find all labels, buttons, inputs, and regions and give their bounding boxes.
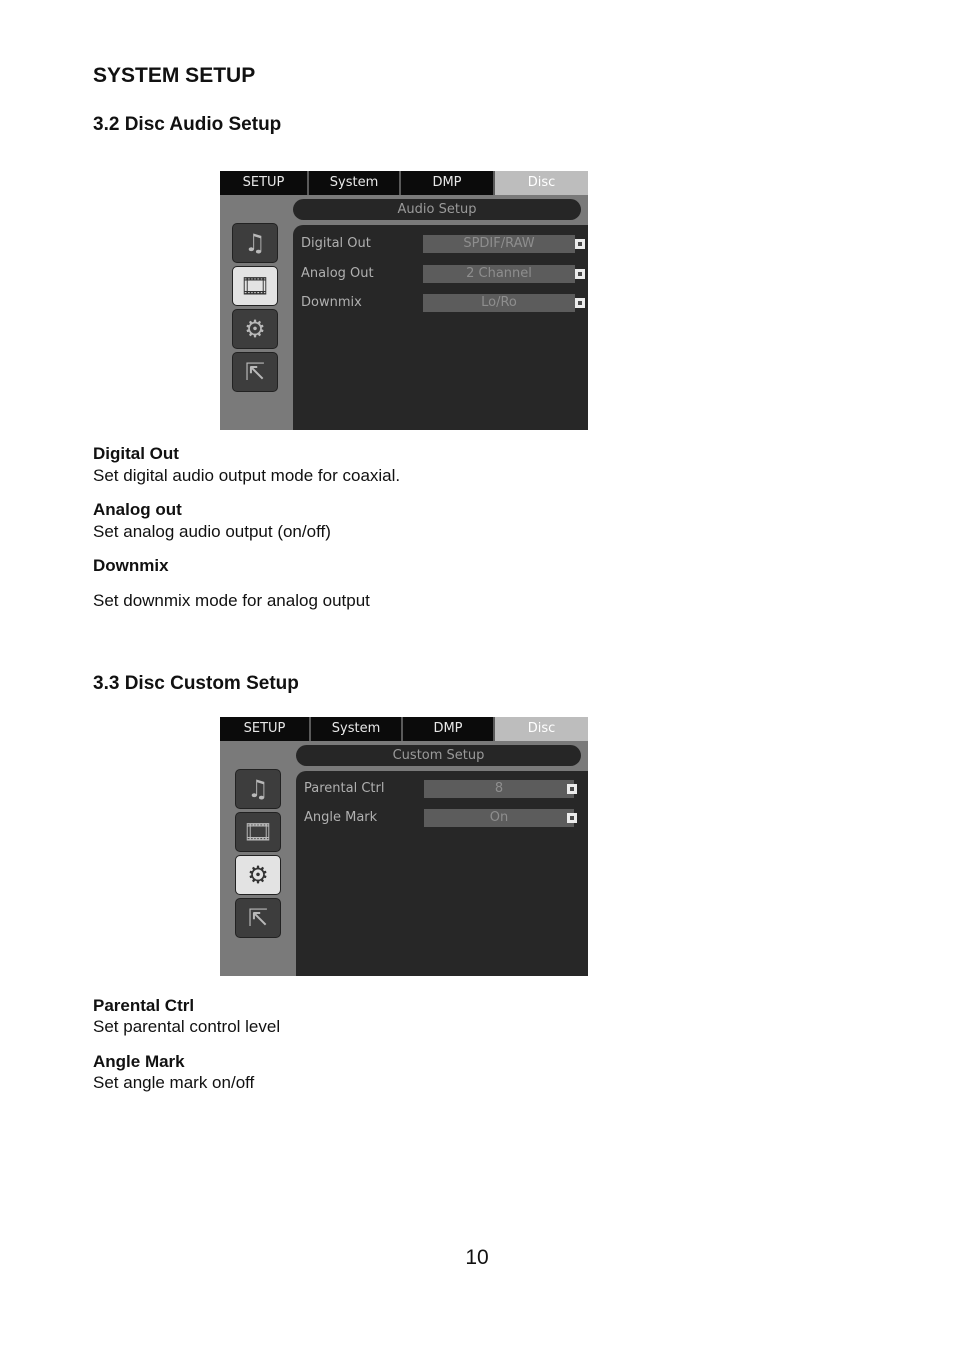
setting-row-angle-mark[interactable] [296,809,588,827]
door-exit-icon[interactable]: ⇱ [232,352,278,392]
page-title: SYSTEM SETUP [93,64,256,87]
screen-title: Audio Setup [293,199,581,220]
dropdown-icon[interactable] [575,298,585,308]
setting-row-parental-ctrl[interactable] [296,780,588,798]
setting-value[interactable]: 2 Channel [423,265,575,283]
tab-system[interactable]: System [309,171,401,195]
desc-downmix: Set downmix mode for analog output [93,591,370,610]
setting-row-analog-out[interactable] [293,265,588,283]
term-digital-out: Digital Out [93,444,179,463]
section-heading-disc-custom: 3.3 Disc Custom Setup [93,673,299,694]
settings-panel [296,771,588,976]
dropdown-icon[interactable] [575,269,585,279]
desc-analog-out: Set analog audio output (on/off) [93,522,331,541]
tab-system[interactable]: System [311,717,403,741]
setting-value[interactable]: SPDIF/RAW [423,235,575,253]
setting-label: Digital Out [301,236,371,251]
screen-title: Custom Setup [296,745,581,766]
gear-icon[interactable]: ⚙ [235,855,281,895]
desc-angle-mark: Set angle mark on/off [93,1073,255,1092]
custom-setup-screen [220,717,588,976]
term-angle-mark: Angle Mark [93,1052,185,1071]
term-parental-ctrl: Parental Ctrl [93,996,195,1015]
dropdown-icon[interactable] [567,784,577,794]
film-audio-icon[interactable]: 🎞 [235,812,281,852]
setting-label: Angle Mark [304,810,378,825]
settings-panel [293,225,588,430]
door-exit-icon[interactable]: ⇱ [235,898,281,938]
setting-row-digital-out[interactable] [293,235,588,253]
audio-setup-screen [220,171,588,430]
setting-value[interactable]: On [424,809,574,827]
setting-label: Parental Ctrl [304,781,385,796]
setting-value[interactable]: Lo/Ro [423,294,575,312]
term-analog-out: Analog out [93,500,182,519]
film-audio-icon[interactable]: 🎞 [232,266,278,306]
tab-setup[interactable]: SETUP [220,171,309,195]
setting-label: Analog Out [301,266,374,281]
desc-digital-out: Set digital audio output mode for coaxial. [93,466,401,485]
music-icon[interactable]: ♫ [235,769,281,809]
dropdown-icon[interactable] [575,239,585,249]
tab-dmp[interactable]: DMP [403,717,495,741]
section-heading-disc-audio: 3.2 Disc Audio Setup [93,114,282,135]
setting-value[interactable]: 8 [424,780,574,798]
page-number: 10 [465,1246,489,1269]
tab-bar [220,717,588,741]
gear-icon[interactable]: ⚙ [232,309,278,349]
music-icon[interactable]: ♫ [232,223,278,263]
setting-row-downmix[interactable] [293,294,588,312]
tab-setup[interactable]: SETUP [220,717,311,741]
tab-disc[interactable]: Disc [495,717,588,741]
term-downmix: Downmix [93,556,169,575]
tab-bar [220,171,588,195]
setting-label: Downmix [301,295,362,310]
dropdown-icon[interactable] [567,813,577,823]
tab-disc[interactable]: Disc [495,171,588,195]
tab-dmp[interactable]: DMP [401,171,495,195]
desc-parental-ctrl: Set parental control level [93,1017,281,1036]
